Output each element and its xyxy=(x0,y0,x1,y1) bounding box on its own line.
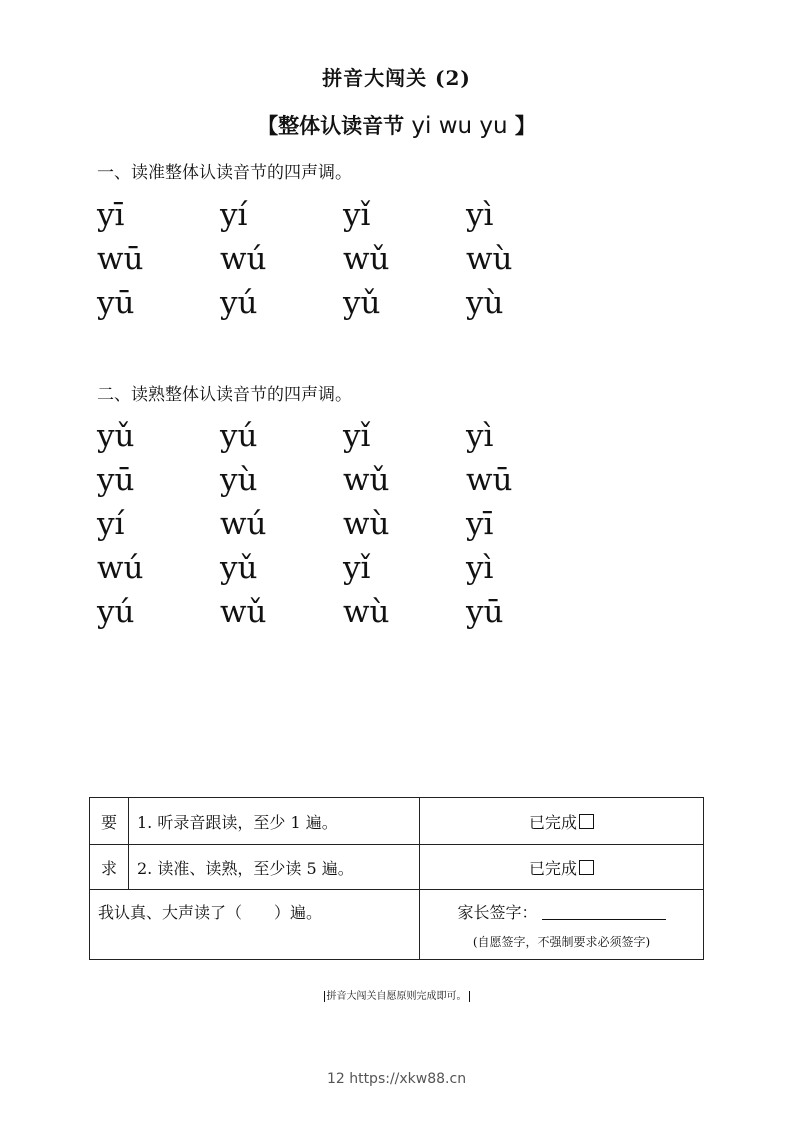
syllable: yǔ xyxy=(97,418,135,454)
requirements-head-top: 要 xyxy=(90,798,129,845)
syllable: yǐ xyxy=(343,418,371,454)
checkbox-icon[interactable] xyxy=(579,860,594,875)
syllable-row xyxy=(97,590,589,634)
subtitle-prefix: 【整体认读音节 xyxy=(257,113,405,138)
reading-count-text: 我认真、大声读了（ ）遍。 xyxy=(98,903,323,922)
syllable: wù xyxy=(343,594,390,630)
requirement-item: 1. 听录音跟读，至少 1 遍。 xyxy=(129,798,420,845)
signature-note: (自愿签字，不强制要求必须签字) xyxy=(472,935,651,949)
requirement-status xyxy=(420,798,704,845)
page-title: 拼音大闯关 (2) xyxy=(322,66,471,90)
syllable: yǐ xyxy=(343,550,371,586)
status-label: 已完成 xyxy=(528,812,577,832)
syllable-row xyxy=(97,502,589,546)
footer-note-text: 拼音大闯关自愿原则完成即可。 xyxy=(324,991,470,1002)
syllable: yū xyxy=(97,285,135,321)
syllable: yù xyxy=(466,285,504,321)
syllable-row xyxy=(97,458,589,502)
signature-field[interactable] xyxy=(420,900,703,923)
subtitle-syllables: yi wu yu xyxy=(411,113,508,139)
syllable: yǐ xyxy=(343,197,371,233)
syllable-row xyxy=(97,193,589,237)
syllable: wǔ xyxy=(343,241,390,277)
syllable-row xyxy=(97,281,589,325)
signature-line[interactable] xyxy=(542,919,666,920)
syllable: wǔ xyxy=(343,462,390,498)
syllable: yǔ xyxy=(220,550,258,586)
syllable: wū xyxy=(466,462,513,498)
syllable-row xyxy=(97,237,589,281)
syllable: wú xyxy=(220,506,267,542)
syllable-row xyxy=(97,546,589,590)
footer-note xyxy=(0,987,793,1002)
requirements-table xyxy=(89,797,704,960)
page-footer: 12 https://xkw88.cn xyxy=(326,1071,467,1087)
syllable: yī xyxy=(97,197,125,233)
syllable: yì xyxy=(466,197,494,233)
status-label: 已完成 xyxy=(528,858,577,878)
syllable: yù xyxy=(220,462,258,498)
syllable-row xyxy=(97,414,589,458)
requirement-row xyxy=(90,845,704,890)
signature-cell xyxy=(420,890,704,960)
syllable: yī xyxy=(466,506,494,542)
syllable: yú xyxy=(220,418,258,454)
syllable: wù xyxy=(466,241,513,277)
syllable: wú xyxy=(97,550,144,586)
checkbox-icon[interactable] xyxy=(579,814,594,829)
syllable: yì xyxy=(466,418,494,454)
section-2-grid xyxy=(97,414,589,634)
syllable: yì xyxy=(466,550,494,586)
syllable: wǔ xyxy=(220,594,267,630)
syllable: yú xyxy=(97,594,135,630)
requirement-status xyxy=(420,845,704,890)
syllable: yū xyxy=(466,594,504,630)
syllable: yí xyxy=(97,506,125,542)
requirements-head-bottom: 求 xyxy=(90,845,129,890)
syllable: wù xyxy=(343,506,390,542)
section-1-heading: 一、读准整体认读音节的四声调。 xyxy=(97,163,352,183)
subtitle-suffix: 】 xyxy=(514,113,536,138)
signature-label: 家长签字： xyxy=(457,903,538,922)
requirement-row xyxy=(90,798,704,845)
syllable: wū xyxy=(97,241,144,277)
syllable: yú xyxy=(220,285,258,321)
section-2-heading: 二、读熟整体认读音节的四声调。 xyxy=(97,385,352,405)
requirement-item: 2. 读准、读熟，至少读 5 遍。 xyxy=(129,845,420,890)
page-subtitle xyxy=(0,110,793,140)
syllable: yū xyxy=(97,462,135,498)
syllable: wú xyxy=(220,241,267,277)
signature-row xyxy=(90,890,704,960)
syllable: yǔ xyxy=(343,285,381,321)
reading-count-cell xyxy=(90,890,420,960)
syllable: yí xyxy=(220,197,248,233)
section-1-grid xyxy=(97,193,589,325)
